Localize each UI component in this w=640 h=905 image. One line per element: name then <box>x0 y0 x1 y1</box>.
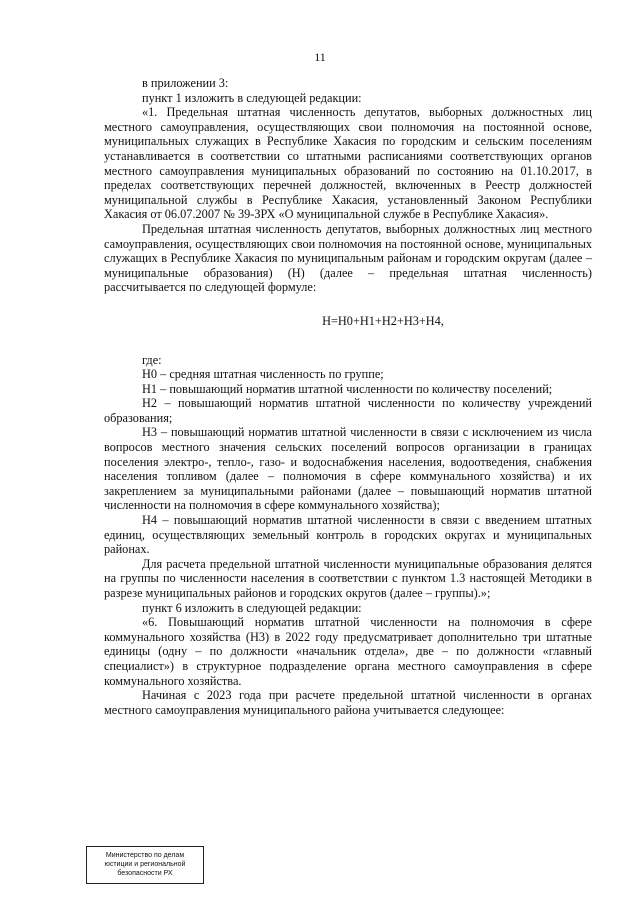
stamp-line-3: безопасности РХ <box>117 870 173 877</box>
document-body <box>104 76 592 717</box>
paragraph-point1-intro: пункт 1 изложить в следующей редакции: <box>142 90 362 105</box>
page-number: 11 <box>314 50 326 64</box>
paragraph-where: где: <box>142 352 162 367</box>
paragraph-h4: Н4 – повышающий норматив штатной численности в связи с введением штатных единиц, осуществляющих земельный контроль в городских округах и муниципальных районах. <box>104 513 592 557</box>
paragraph-h2: Н2 – повышающий норматив штатной численности по количеству учреждений образования; <box>104 396 592 425</box>
stamp-line-1: Министерство по делам <box>105 852 185 859</box>
paragraph-groups: Для расчета предельной штатной численности муниципальные образования делятся на группы по численности населения в соответствии с пунктом 1.3 настоящей Методики в разрезе муниципальных районов и городских округов (далее – группы).»; <box>104 556 592 600</box>
paragraph-h0: Н0 – средняя штатная численность по группе; <box>142 367 384 382</box>
paragraph-point1-text: «1. Предельная штатная численность депутатов, выборных должностных лиц местного самоуправления, осуществляющих свои полномочия на постоянной основе, муниципальных служащих в Республике Хакасия по городским и сельским поселениям устанавливается в соответствии со штатными расписаниями соответствующих органов местного самоуправления муниципальных образований по состоянию на 01.10.2017, в пределах соответствующих перечней должностей, включенных в Реестр должностей муниципальной службы в Республике Хакасия, установленный Законом Республики Хакасия от 06.07.2007 № 39-ЗРХ «О муниципальной службе в Республике Хакасия». <box>104 105 592 222</box>
paragraph-point6-text: «6. Повышающий норматив штатной численности на полномочия в сфере коммунального хозяйства (Н3) в 2022 году предусматривает дополнительно три штатные единицы (одну – по должности «начальник отдела», две – по должности «главный специалист») в структурное подразделение органа местного самоуправления в сфере коммунального хозяйства. <box>104 615 592 688</box>
paragraph-point6-intro: пункт 6 изложить в следующей редакции: <box>142 600 362 615</box>
paragraph-from-2023: Начиная с 2023 года при расчете предельной штатной численности в органах местного самоуправления муниципального района учитывается следующее: <box>104 688 592 717</box>
paragraph-h1: Н1 – повышающий норматив штатной численности по количеству поселений; <box>142 381 553 396</box>
formula: Н=Н0+Н1+Н2+Н3+Н4, <box>322 313 444 328</box>
paragraph-appendix-ref: в приложении 3: <box>142 76 229 90</box>
paragraph-h3: Н3 – повышающий норматив штатной численности в связи с исключением из числа вопросов местного значения сельских поселений вопросов организации в границах поселения электро-, тепло-, газо- и водоснабжения населения, водоотведения, снабжения населения топливом (далее – полномочия в сфере коммунального хозяйства) и их закреплением за муниципальными районами (далее – повышающий норматив штатной численности на полномочия в сфере коммунального хозяйства); <box>104 425 592 513</box>
stamp-line-2: юстиции и региональной <box>104 861 186 868</box>
paragraph-limit-definition: Предельная штатная численность депутатов, выборных должностных лиц местного самоуправления, осуществляющих свои полномочия на постоянной основе, муниципальных служащих в Республике Хакасия по муниципальным районам и городским округам (далее – муниципальные образования) (Н) (далее – предельная штатная численность) рассчитывается по следующей формуле: <box>104 221 592 295</box>
ministry-stamp <box>86 846 204 884</box>
